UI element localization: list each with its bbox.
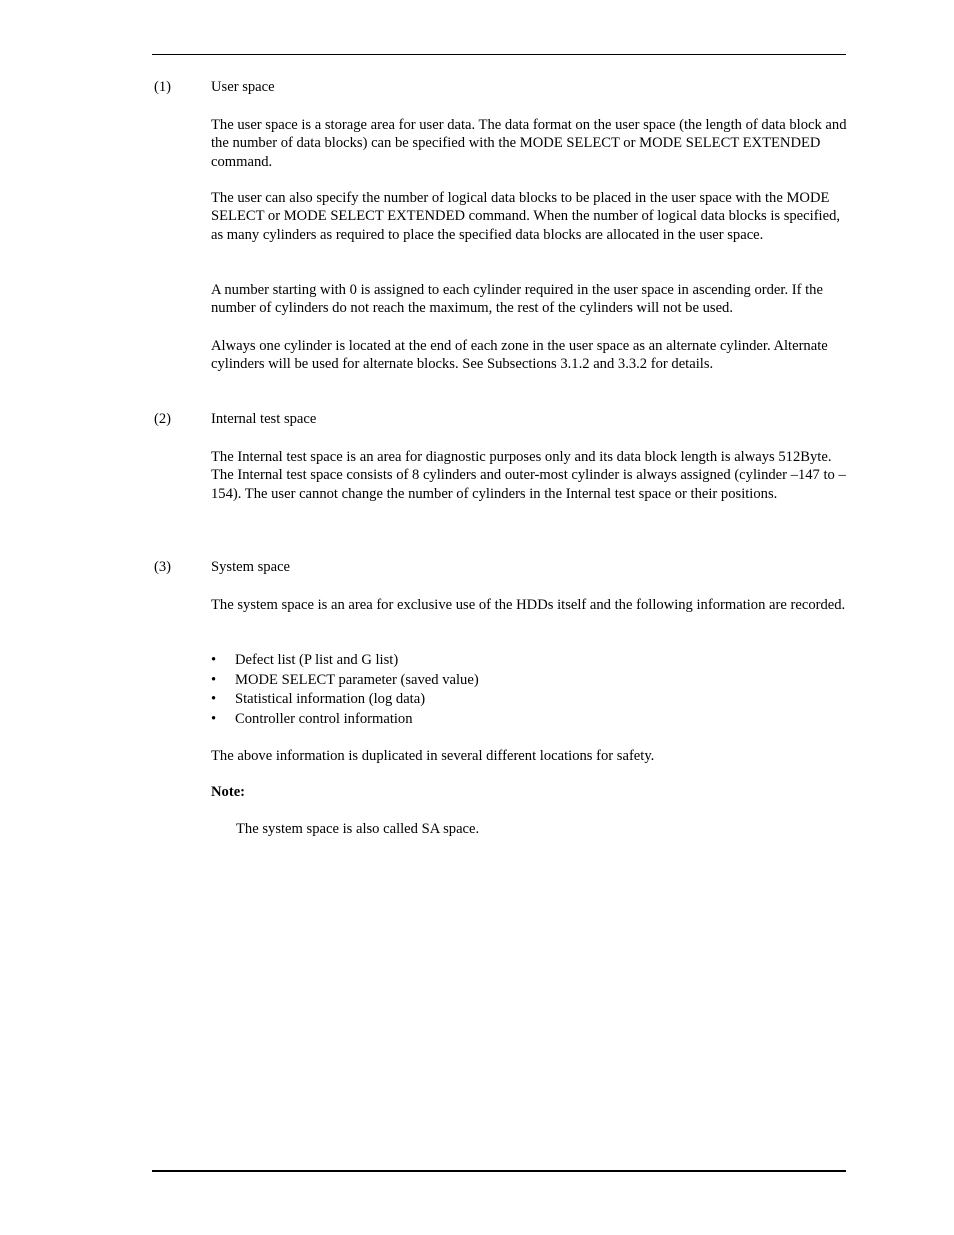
section-title: User space (211, 79, 275, 95)
recorded-info-list (211, 651, 831, 729)
bullet-icon: • (211, 691, 217, 707)
bullet-icon: • (211, 671, 217, 688)
paragraph: The system space is an area for exclusive use of the HDDs itself and the following information are recorded. (211, 597, 846, 613)
paragraph: A number starting with 0 is assigned to each cylinder required in the user space in ascending order. If the number of cylinders do not reach the maximum, the rest of the cylinders will not be used. (211, 282, 823, 317)
footer-rule (152, 1170, 846, 1172)
bullet-icon: • (211, 652, 217, 668)
paragraph: The user can also specify the number of logical data blocks to be placed in the user space with the MODE SELECT or MODE SELECT EXTENDED command. When the number of logical data blocks is specified, as many cylinders as required to place the specified data blocks are allocated in the user space. (211, 190, 841, 243)
section-title: Internal test space (211, 411, 317, 427)
list-item: • Defect list (P list and G list) (211, 651, 831, 671)
bullet-icon: • (211, 710, 217, 727)
list-item: • MODE SELECT parameter (saved value) (211, 671, 831, 691)
paragraph: Always one cylinder is located at the end of each zone in the user space as an alternate cylinder. Alternate cylinders will be used for alternate blocks. See Subsections 3.1.2 and 3.3.2 for details. (211, 338, 828, 373)
note-label: Note: (211, 784, 246, 800)
section-number: (2) (154, 411, 172, 427)
paragraph: The user space is a storage area for user data. The data format on the user space (the length of data block and the number of data blocks) can be specified with the MODE SELECT or MODE SELECT EXTENDED command. (211, 117, 847, 170)
section-number: (1) (154, 79, 172, 95)
list-item: • Controller control information (211, 710, 831, 730)
paragraph: The above information is duplicated in several different locations for safety. (211, 748, 655, 764)
note-text: The system space is also called SA space. (236, 821, 480, 837)
paragraph: The Internal test space is an area for diagnostic purposes only and its data block length is always 512Byte. The Internal test space consists of 8 cylinders and outer-most cylinder is always assigned (cylinder –147 to –154). The user cannot change the number of cylinders in the Internal test space or their positions. (211, 449, 846, 502)
list-item: • Statistical information (log data) (211, 690, 831, 710)
section-number: (3) (154, 559, 172, 575)
section-title: System space (211, 559, 291, 575)
header-rule (152, 54, 846, 55)
